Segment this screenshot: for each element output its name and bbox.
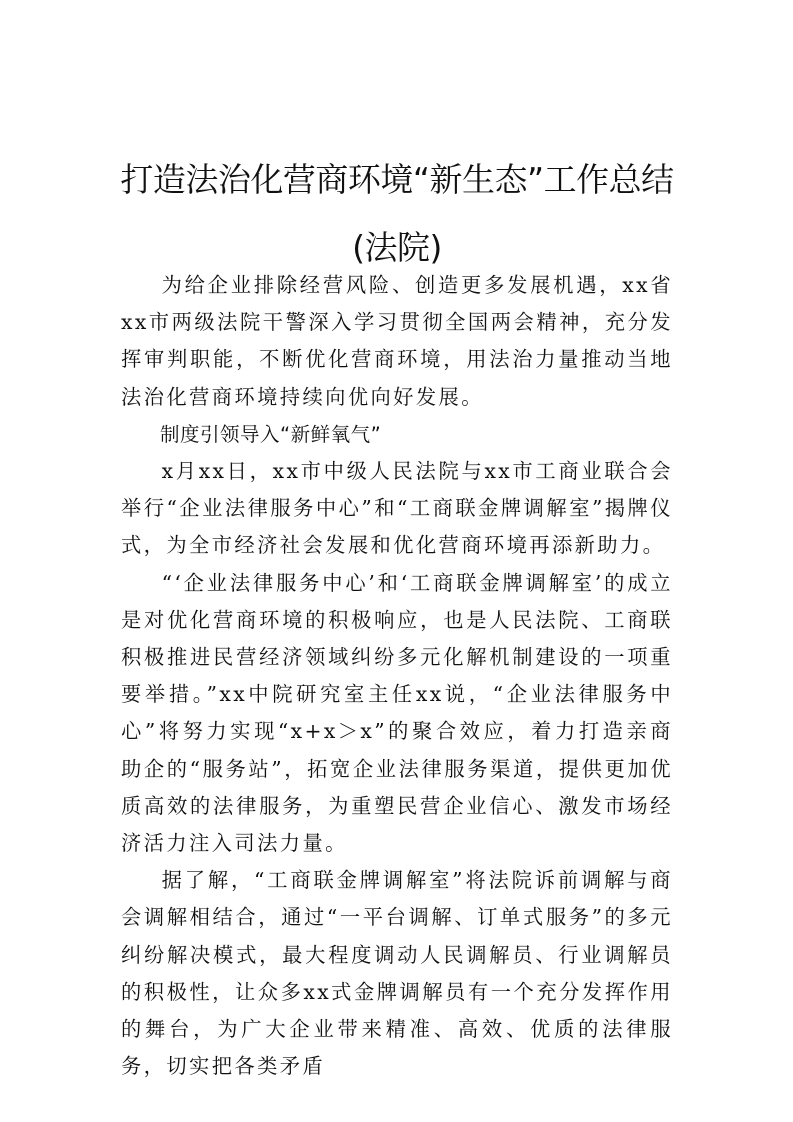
paragraph-intro: 为给企业排除经营风险、创造更多发展机遇，xx省xx市两级法院干警深入学习贯彻全国两会精神，充分发挥审判职能，不断优化营商环境，用法治力量推动当地法治化营商环境持续向优向好发展。 — [121, 273, 673, 409]
paragraph-quote: “‘企业法律服务中心’和‘工商联金牌调解室’的成立是对优化营商环境的积极响应，也是人民法院、工商联积极推进民营经济领域纠纷多元化解机制建设的一项重要举措。”xx中院研究室主任xx说，“企业法律服务中心”将努力实现“x+x＞x”的聚合效应，着力打造亲商助企的“服务站”，拓宽企业法律服务渠道，提供更加优质高效的法律服务，为重塑民营企业信心、激发市场经济活力注入司法力量。 — [121, 570, 673, 856]
paragraph-ceremony: x月xx日，xx市中级人民法院与xx市工商业联合会举行“企业法律服务中心”和“工商联金牌调解室”揭牌仪式，为全市经济社会发展和优化营商环境再添新助力。 — [121, 459, 673, 558]
document-title: 打造法治化营商环境“新生态”工作总结(法院) — [120, 160, 674, 267]
section-heading: 制度引领导入“新鲜氧气” — [160, 422, 382, 446]
paragraph-mediation: 据了解，“工商联金牌调解室”将法院诉前调解与商会调解相结合，通过“一平台调解、订单式服务”的多元纠纷解决模式，最大程度调动人民调解员、行业调解员的积极性，让众多xx式金牌调解员有一个充分发挥作用的舞台，为广大企业带来精准、高效、优质的法律服务，切实把各类矛盾 — [121, 868, 673, 1079]
document-body — [121, 267, 673, 1085]
